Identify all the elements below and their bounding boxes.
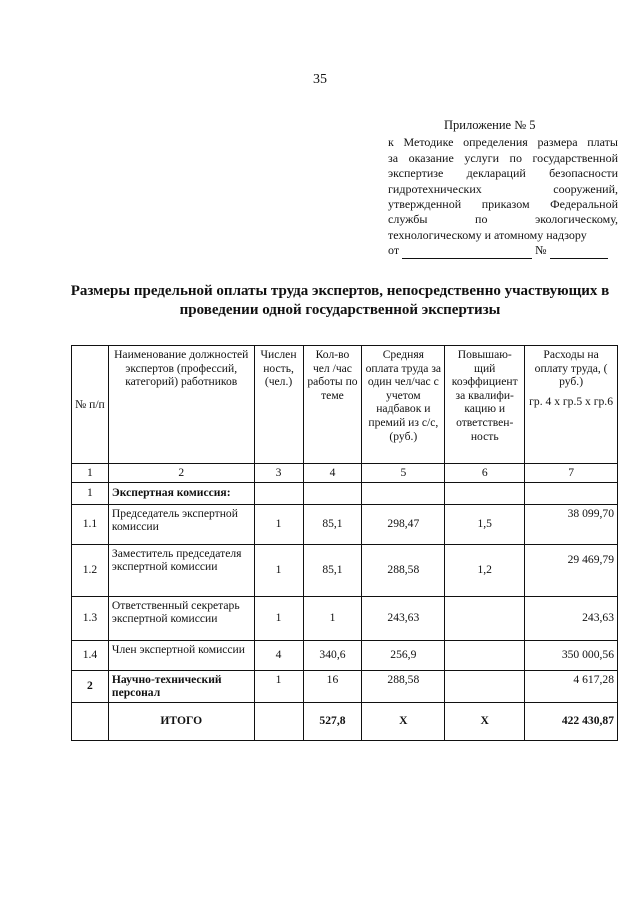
- col-number: 7: [525, 464, 618, 483]
- appendix-line: утвержденной приказом Федеральной: [388, 197, 618, 212]
- number-label: №: [535, 243, 547, 258]
- row-coef: [445, 640, 525, 670]
- row-coef: [445, 596, 525, 640]
- row-cost: 243,63: [525, 596, 618, 640]
- row-count: 1: [254, 596, 303, 640]
- row-avg: 243,63: [362, 596, 445, 640]
- appendix-title: Приложение № 5: [444, 118, 536, 132]
- total-row: [72, 702, 618, 740]
- row-hours: 85,1: [303, 544, 362, 596]
- col-number: 5: [362, 464, 445, 483]
- appendix-line: к Методике определения размера платы: [388, 135, 618, 150]
- header-coef: Повышаю-щий коэффициент за квалифи-кацию и ответствен-ность: [445, 346, 525, 464]
- table-row: [72, 544, 618, 596]
- appendix-line: экспертизе деклараций безопасности: [388, 166, 618, 181]
- row-coef: 1,5: [445, 504, 525, 544]
- table-header-row: [72, 346, 618, 464]
- row-avg: 288,58: [362, 670, 445, 702]
- col-number: 1: [72, 464, 109, 483]
- row-num: 1.1: [72, 504, 109, 544]
- total-cost: 422 430,87: [525, 702, 618, 740]
- row-coef: [445, 670, 525, 702]
- total-coef: X: [445, 702, 525, 740]
- total-hours: 527,8: [303, 702, 362, 740]
- header-cost-formula: гр. 4 х гр.5 х гр.6: [529, 394, 614, 408]
- row-name: Ответственный секретарь экспертной комиссии: [108, 596, 254, 640]
- total-avg: X: [362, 702, 445, 740]
- header-name: Наименование должностей экспертов (профессий, категорий) работников: [108, 346, 254, 464]
- header-count: Числен ность, (чел.): [254, 346, 303, 464]
- title-line-2: проведении одной государственной экспертизы: [179, 302, 501, 318]
- row-coef: 1,2: [445, 544, 525, 596]
- row-hours: 85,1: [303, 504, 362, 544]
- col-number: 2: [108, 464, 254, 483]
- date-blank: [402, 247, 532, 259]
- appendix-line: технологическому и атомному надзору: [388, 227, 587, 242]
- document-title: [60, 282, 620, 320]
- col-number: 4: [303, 464, 362, 483]
- from-label: от: [388, 243, 400, 258]
- row-hours: 340,6: [303, 640, 362, 670]
- appendix-line: гидротехнических сооружений,: [388, 181, 618, 196]
- col-number: 6: [445, 464, 525, 483]
- appendix-line: за оказание услуги по государственной: [388, 150, 618, 165]
- section-num: 2: [72, 670, 109, 702]
- row-num: 1.2: [72, 544, 109, 596]
- total-count: [254, 702, 303, 740]
- number-blank: [550, 247, 608, 259]
- section-row: [72, 482, 618, 504]
- row-hours: 16: [303, 670, 362, 702]
- title-line-1: Размеры предельной оплаты труда экспертов, непосредственно участвующих в: [70, 283, 610, 299]
- header-cost: [525, 346, 618, 464]
- row-cost: 350 000,56: [525, 640, 618, 670]
- expert-pay-table: [71, 345, 618, 741]
- row-cost: 29 469,79: [525, 544, 618, 596]
- appendix-line: службы по экологическому,: [388, 212, 618, 227]
- appendix-block: [388, 118, 618, 259]
- row-count: 1: [254, 544, 303, 596]
- row-count: 1: [254, 504, 303, 544]
- total-label: ИТОГО: [108, 702, 254, 740]
- col-number: 3: [254, 464, 303, 483]
- row-avg: 288,58: [362, 544, 445, 596]
- row-num: 1.3: [72, 596, 109, 640]
- row-name: Заместитель председателя экспертной комиссии: [108, 544, 254, 596]
- row-count: 4: [254, 640, 303, 670]
- row-num: 1.4: [72, 640, 109, 670]
- row-name: Член экспертной комиссии: [108, 640, 254, 670]
- table-row: [72, 640, 618, 670]
- header-avg: Средняя оплата труда за один чел/час с учетом надбавок и премий из с/с, (руб.): [362, 346, 445, 464]
- section-row: [72, 670, 618, 702]
- signature-line: [388, 243, 618, 258]
- row-avg: 256,9: [362, 640, 445, 670]
- header-cost-label: Расходы на оплату труда, ( руб.): [534, 348, 608, 389]
- header-num: № п/п: [72, 346, 109, 464]
- page-number: 35: [313, 72, 327, 87]
- header-hours: Кол-во чел /час работы по теме: [303, 346, 362, 464]
- table-row: [72, 596, 618, 640]
- table-row: [72, 504, 618, 544]
- section-name: Научно-технический персонал: [108, 670, 254, 702]
- section-num: 1: [72, 482, 109, 504]
- row-cost: 38 099,70: [525, 504, 618, 544]
- row-hours: 1: [303, 596, 362, 640]
- row-cost: 4 617,28: [525, 670, 618, 702]
- row-count: 1: [254, 670, 303, 702]
- column-number-row: [72, 464, 618, 483]
- row-name: Председатель экспертной комиссии: [108, 504, 254, 544]
- section-name: Экспертная комиссия:: [108, 482, 254, 504]
- row-avg: 298,47: [362, 504, 445, 544]
